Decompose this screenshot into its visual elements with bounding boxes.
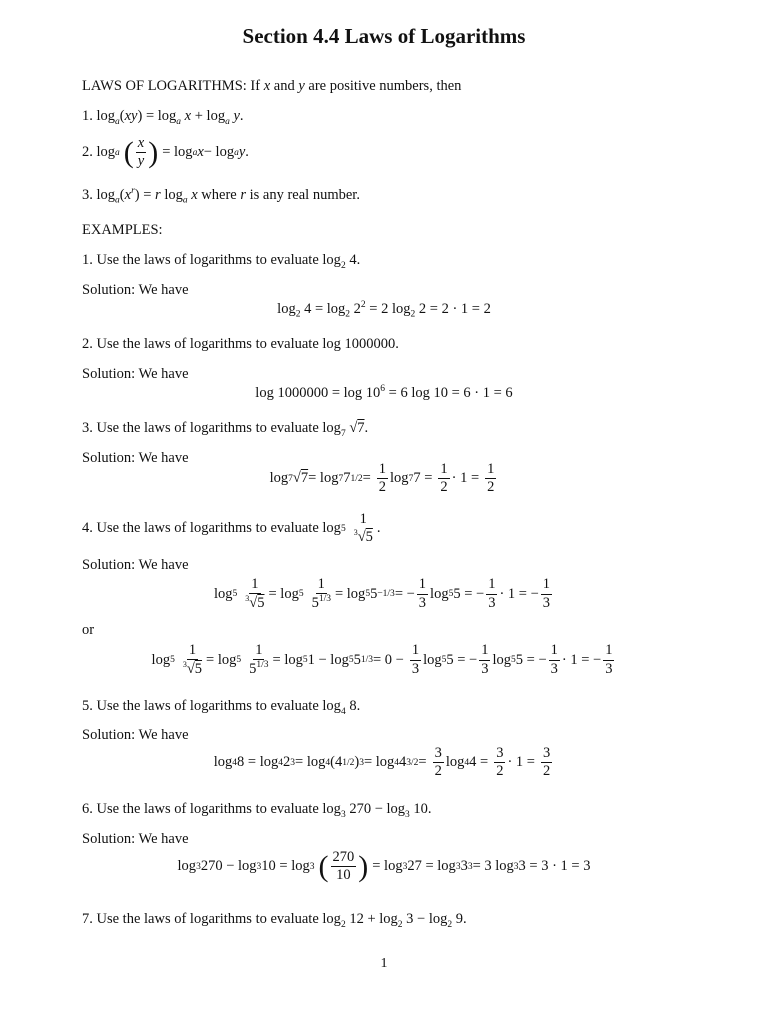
example-1-prompt: 1. Use the laws of logarithms to evaluate $\log_2 4$.	[82, 252, 361, 271]
solution-label: Solution: We have	[82, 831, 189, 847]
examples-heading: EXAMPLES:	[82, 222, 163, 238]
solution-label: Solution: We have	[82, 557, 189, 573]
example-2-equation: $\log 1000000 = \log 10^6 = 6$ log 10 = 6 · 1 = 6	[255, 384, 513, 401]
example-4-equation: log 5 $\frac{1}{^3√5}$ = log 5 $\frac{1}{5^{1/3}}$ = log 5 5 −1/3 = − $\frac{1}{3}$ log 5 5 = − $\frac{1}{3}$ · 1 = − $\frac{1}{3}$	[213, 576, 550, 612]
example-2-prompt: 2. Use the laws of logarithms to evaluate log 1000000.	[82, 336, 399, 352]
example-3-prompt: 3. Use the laws of logarithms to evaluate $\log_7 √7$.	[82, 420, 369, 439]
example-4-prompt: 4. Use the laws of logarithms to evaluate log 5 1 $^3$√5 .	[82, 511, 381, 546]
laws-intro: LAWS OF LOGARITHMS: If x and y are positive numbers, then	[82, 78, 462, 94]
example-6-prompt: 6. Use the laws of logarithms to evaluate $\log_3 270 - \log_3 10$.	[82, 801, 432, 820]
example-3-equation: log 7 √ 7 = log 7 7 1/2 = $\frac{1}{2}$ log 7 7 = $\frac{1}{2}$ · 1 = $\frac{1}{2}$	[269, 461, 495, 496]
example-6-equation: log 3 270 − log 3 10 = log 3 ( $\frac{270}{10}$ ) = log 3 27 = log 3 3 3 = 3 log 3 3 = 3 · 1 = 3	[177, 849, 591, 884]
example-5-prompt: 5. Use the laws of logarithms to evaluate $\log_4 8$.	[82, 698, 361, 717]
page-number: 1	[380, 956, 388, 971]
example-7-prompt: 7. Use the laws of logarithms to evaluate $\log_2 12 + \log_2 3 - \log_2 9$.	[82, 911, 467, 930]
solution-label: Solution: We have	[82, 282, 189, 298]
example-5-equation: log 4 8 = log 4 2 3 = log 4 (4 1/2 ) 3 = log 4 4 3/2 = $\frac{3}{2}$ log 4 4 = $\frac{3}{2}$ · 1 = $\frac{3}{2}$	[213, 745, 551, 780]
example-4-equation-alt: log 5 $\frac{1}{^3√5}$ = log 5 $\frac{1}{5^{1/3}}$ = log 5 1 − log 5 5 1/3 = 0 − $\frac{1}{3}$ log 5 5 = − $\frac{1}{3}$ log 5 5 = − $\frac{1}{3}$ · 1 = − $\frac{1}{3}$	[151, 642, 613, 678]
page-title: Section 4.4 Laws of Logarithms	[242, 24, 526, 48]
example-1-equation: $\log_2 4 = \log_2 2^2 = 2$ $\log_2 2 = 2 \cdot 1 = 2$	[277, 300, 491, 320]
solution-label: Solution: We have	[82, 727, 189, 743]
law-2: 2. log a ( $\frac{x}{y}$ ) = log a x − log a y .	[82, 135, 249, 170]
solution-label: Solution: We have	[82, 366, 189, 382]
law-1: 1. $\log_a(xy) = \log_a x + \log_a y$.	[82, 108, 244, 127]
solution-label: Solution: We have	[82, 450, 189, 466]
or-label: or	[82, 622, 95, 638]
law-3: 3. $\log_a(x^r) = r$ $\log_a x$ where r is any real number.	[82, 186, 360, 206]
